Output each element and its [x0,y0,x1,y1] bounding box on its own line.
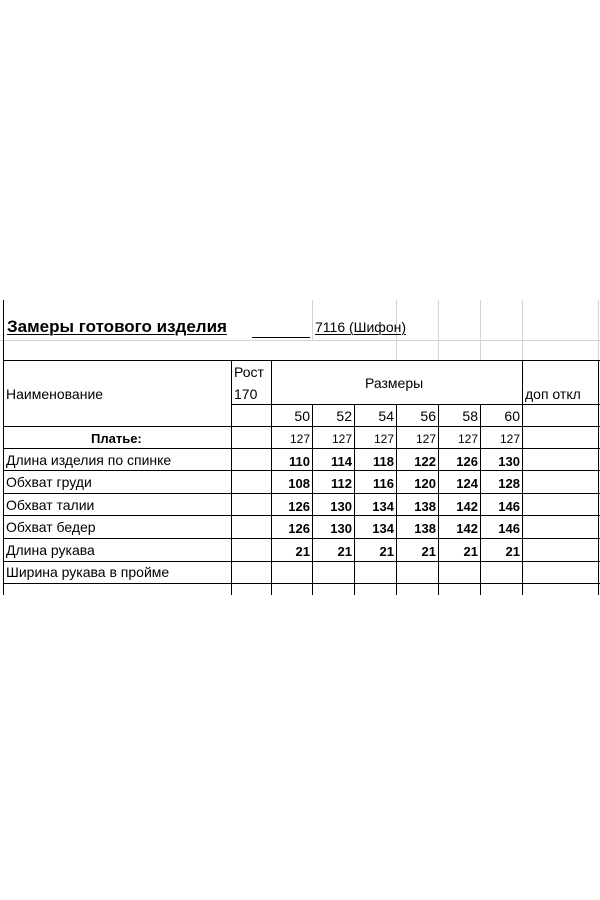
row-value: 110 [289,454,310,469]
header-name: Наименование [6,386,104,402]
row-value: 114 [331,454,352,469]
table-border [598,360,599,595]
row-value: 134 [372,521,394,536]
size-56: 56 [420,408,436,424]
section-value: 127 [415,432,436,446]
row-value: 118 [373,454,394,469]
header-sizes: Размеры [365,375,424,391]
row-value: 120 [414,476,436,491]
row-label: Обхват бедер [6,519,96,535]
measurements-sheet [0,300,600,595]
row-value: 21 [505,544,520,559]
table-border [231,404,600,405]
row-value: 112 [331,476,352,491]
row-value: 126 [456,454,478,469]
row-value: 21 [295,544,310,559]
row-value: 142 [456,499,478,514]
header-height-label: Рост [234,364,264,380]
row-value: 122 [414,454,436,469]
row-value: 146 [498,499,520,514]
row-value: 130 [330,499,352,514]
section-value: 127 [457,432,478,446]
table-border [3,515,600,516]
grid-line [480,300,481,360]
grid-line [438,300,439,360]
table-border [3,426,600,427]
table-border [3,493,600,494]
table-border [3,470,600,471]
row-value: 142 [456,521,478,536]
grid-line [0,340,600,341]
grid-line [522,300,523,360]
title-underline-filler [252,337,310,338]
table-border [3,561,600,562]
row-label: Длина изделия по спинке [6,452,172,468]
row-value: 130 [330,521,352,536]
row-label: Ширина рукава в пройме [6,564,170,580]
table-border [522,360,523,595]
section-value: 127 [499,432,520,446]
table-border [3,538,600,539]
sheet-title: Замеры готового изделия [7,317,227,336]
table-border [3,448,600,449]
table-border [3,583,600,584]
header-height-value: 170 [234,386,258,402]
size-54: 54 [378,408,394,424]
row-value: 126 [288,499,310,514]
grid-line [598,300,599,360]
size-52: 52 [336,408,352,424]
grid-line [312,300,313,340]
row-value: 21 [421,544,436,559]
row-label: Обхват груди [6,474,92,490]
row-label: Длина рукава [6,542,95,558]
row-value: 21 [337,544,352,559]
section-value: 127 [331,432,352,446]
row-value: 21 [463,544,478,559]
header-extra: доп откл [525,386,581,402]
row-value: 130 [498,454,520,469]
section-label: Платье: [91,431,142,446]
row-value: 116 [373,476,394,491]
row-value: 126 [288,521,310,536]
size-50: 50 [294,408,310,424]
row-value: 138 [414,521,436,536]
row-label: Обхват талии [6,497,95,513]
size-60: 60 [504,408,520,424]
row-value: 146 [498,521,520,536]
row-value: 108 [288,476,310,491]
row-value: 134 [372,499,394,514]
row-value: 21 [379,544,394,559]
row-value: 138 [414,499,436,514]
section-value: 127 [373,432,394,446]
row-value: 128 [498,476,520,491]
table-border [3,360,600,361]
section-value: 127 [289,432,310,446]
row-value: 124 [456,476,478,491]
table-border [231,360,232,595]
model-name: 7116 (Шифон) [315,319,407,335]
size-58: 58 [462,408,478,424]
